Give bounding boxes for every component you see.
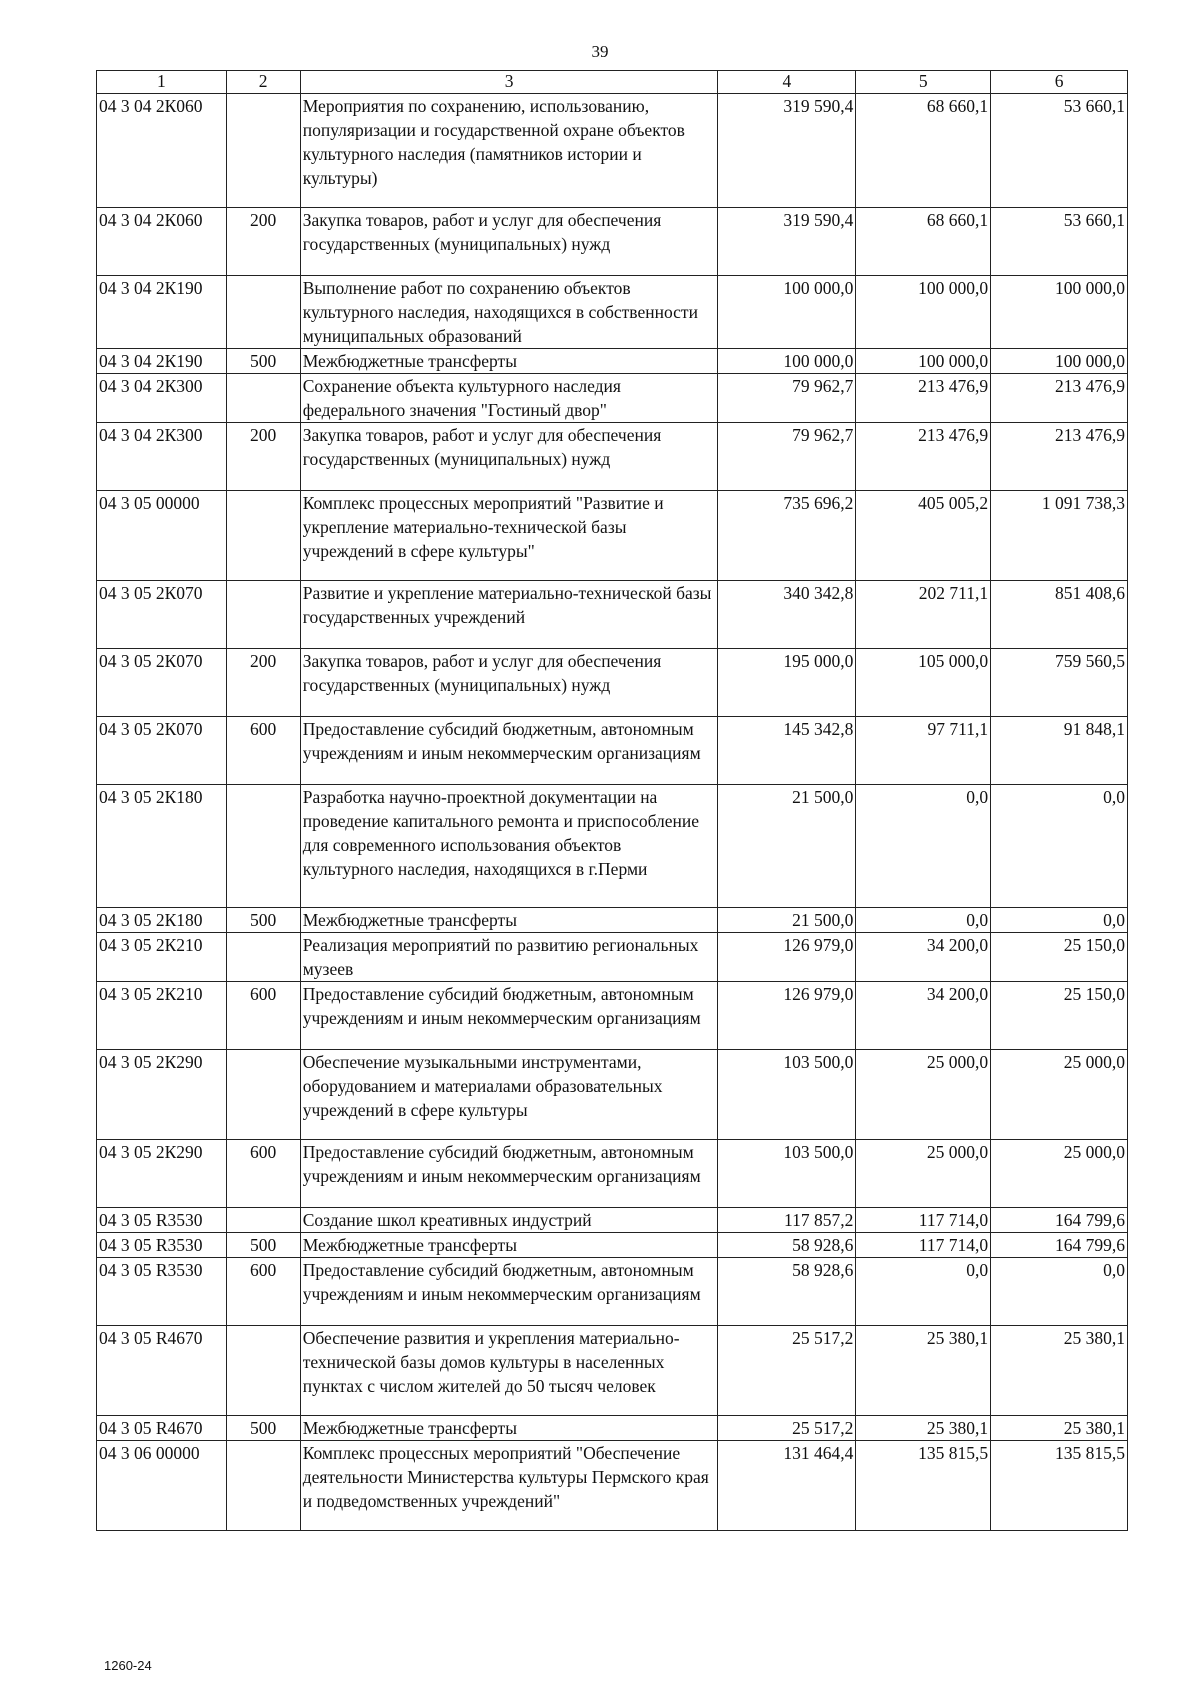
row-expense-type: 200 — [226, 208, 300, 276]
row-value-col5: 68 660,1 — [856, 208, 991, 276]
row-value-col5: 34 200,0 — [856, 982, 991, 1050]
document-code: 1260-24 — [104, 1658, 152, 1673]
table-row — [97, 1441, 1128, 1531]
row-expense-type — [226, 276, 300, 349]
row-value-col4: 195 000,0 — [718, 649, 856, 717]
row-value-col6: 25 380,1 — [991, 1416, 1128, 1441]
row-value-col6: 0,0 — [991, 785, 1128, 908]
row-code: 04 3 05 2К070 — [97, 581, 227, 649]
row-description: Разработка научно-проектной документации на проведение капитального ремонта и приспособление для современного использования объектов культурного наследия, находящихся в г.Перми — [300, 785, 718, 908]
row-value-col6: 53 660,1 — [991, 208, 1128, 276]
row-value-col6: 100 000,0 — [991, 276, 1128, 349]
table-row — [97, 581, 1128, 649]
row-value-col4: 126 979,0 — [718, 982, 856, 1050]
table-row — [97, 785, 1128, 908]
row-description: Комплекс процессных мероприятий "Развитие и укрепление материально-технической базы учреждений в сфере культуры" — [300, 491, 718, 581]
header-col-3: 3 — [300, 71, 718, 94]
row-value-col4: 21 500,0 — [718, 785, 856, 908]
table-row — [97, 982, 1128, 1050]
row-code: 04 3 04 2К190 — [97, 276, 227, 349]
row-value-col5: 117 714,0 — [856, 1233, 991, 1258]
row-code: 04 3 05 R3530 — [97, 1208, 227, 1233]
row-expense-type: 200 — [226, 649, 300, 717]
row-value-col6: 851 408,6 — [991, 581, 1128, 649]
table-row — [97, 1258, 1128, 1326]
row-code: 04 3 05 2К290 — [97, 1050, 227, 1140]
row-value-col5: 68 660,1 — [856, 94, 991, 208]
row-expense-type — [226, 1441, 300, 1531]
row-expense-type — [226, 1208, 300, 1233]
row-description: Межбюджетные трансферты — [300, 1233, 718, 1258]
row-value-col5: 202 711,1 — [856, 581, 991, 649]
row-description: Мероприятия по сохранению, использованию, популяризации и государственной охране объектов культурного наследия (памятников истории и культуры) — [300, 94, 718, 208]
row-value-col4: 79 962,7 — [718, 423, 856, 491]
row-expense-type: 500 — [226, 1233, 300, 1258]
table-row — [97, 491, 1128, 581]
row-description: Закупка товаров, работ и услуг для обеспечения государственных (муниципальных) нужд — [300, 423, 718, 491]
row-code: 04 3 05 2К070 — [97, 717, 227, 785]
row-expense-type: 600 — [226, 717, 300, 785]
row-expense-type — [226, 933, 300, 982]
row-value-col5: 0,0 — [856, 785, 991, 908]
row-expense-type: 600 — [226, 1140, 300, 1208]
table-row — [97, 717, 1128, 785]
row-code: 04 3 05 2К180 — [97, 785, 227, 908]
row-value-col5: 213 476,9 — [856, 423, 991, 491]
row-value-col4: 340 342,8 — [718, 581, 856, 649]
header-col-6: 6 — [991, 71, 1128, 94]
row-expense-type — [226, 1050, 300, 1140]
row-value-col4: 117 857,2 — [718, 1208, 856, 1233]
row-expense-type — [226, 374, 300, 423]
row-value-col4: 126 979,0 — [718, 933, 856, 982]
row-description: Межбюджетные трансферты — [300, 908, 718, 933]
row-value-col6: 25 150,0 — [991, 933, 1128, 982]
row-value-col6: 25 000,0 — [991, 1140, 1128, 1208]
table-row — [97, 1208, 1128, 1233]
row-value-col4: 131 464,4 — [718, 1441, 856, 1531]
row-value-col4: 58 928,6 — [718, 1233, 856, 1258]
row-description: Сохранение объекта культурного наследия федерального значения "Гостиный двор" — [300, 374, 718, 423]
row-value-col5: 34 200,0 — [856, 933, 991, 982]
row-value-col6: 91 848,1 — [991, 717, 1128, 785]
row-value-col6: 25 000,0 — [991, 1050, 1128, 1140]
row-value-col5: 117 714,0 — [856, 1208, 991, 1233]
table-row — [97, 908, 1128, 933]
row-value-col6: 100 000,0 — [991, 349, 1128, 374]
row-description: Предоставление субсидий бюджетным, автономным учреждениям и иным некоммерческим организациям — [300, 717, 718, 785]
row-value-col5: 105 000,0 — [856, 649, 991, 717]
row-value-col5: 0,0 — [856, 1258, 991, 1326]
row-value-col4: 103 500,0 — [718, 1050, 856, 1140]
table-row — [97, 1416, 1128, 1441]
table-row — [97, 94, 1128, 208]
row-value-col5: 97 711,1 — [856, 717, 991, 785]
row-value-col6: 164 799,6 — [991, 1208, 1128, 1233]
row-code: 04 3 05 2К210 — [97, 982, 227, 1050]
table-row — [97, 423, 1128, 491]
table-row — [97, 349, 1128, 374]
row-code: 04 3 05 R4670 — [97, 1326, 227, 1416]
row-value-col4: 58 928,6 — [718, 1258, 856, 1326]
row-code: 04 3 05 2К180 — [97, 908, 227, 933]
row-value-col6: 0,0 — [991, 908, 1128, 933]
page-number: 39 — [591, 42, 609, 61]
row-code: 04 3 05 2К210 — [97, 933, 227, 982]
table-row — [97, 1050, 1128, 1140]
table-row — [97, 208, 1128, 276]
row-description: Обеспечение музыкальными инструментами, оборудованием и материалами образовательных учреждений в сфере культуры — [300, 1050, 718, 1140]
row-value-col6: 1 091 738,3 — [991, 491, 1128, 581]
row-value-col4: 25 517,2 — [718, 1416, 856, 1441]
table-row — [97, 933, 1128, 982]
row-value-col4: 100 000,0 — [718, 276, 856, 349]
table-row — [97, 276, 1128, 349]
row-value-col4: 319 590,4 — [718, 208, 856, 276]
row-code: 04 3 04 2К300 — [97, 423, 227, 491]
row-code: 04 3 05 00000 — [97, 491, 227, 581]
row-value-col4: 21 500,0 — [718, 908, 856, 933]
row-description: Выполнение работ по сохранению объектов культурного наследия, находящихся в собственности муниципальных образований — [300, 276, 718, 349]
row-code: 04 3 04 2К300 — [97, 374, 227, 423]
row-expense-type — [226, 581, 300, 649]
row-description: Предоставление субсидий бюджетным, автономным учреждениям и иным некоммерческим организациям — [300, 1258, 718, 1326]
header-col-1: 1 — [97, 71, 227, 94]
header-col-4: 4 — [718, 71, 856, 94]
row-value-col5: 405 005,2 — [856, 491, 991, 581]
row-value-col6: 25 380,1 — [991, 1326, 1128, 1416]
row-expense-type: 500 — [226, 349, 300, 374]
row-code: 04 3 06 00000 — [97, 1441, 227, 1531]
row-description: Межбюджетные трансферты — [300, 1416, 718, 1441]
row-code: 04 3 05 R3530 — [97, 1258, 227, 1326]
row-expense-type: 500 — [226, 1416, 300, 1441]
row-expense-type: 600 — [226, 982, 300, 1050]
row-value-col4: 79 962,7 — [718, 374, 856, 423]
row-description: Предоставление субсидий бюджетным, автономным учреждениям и иным некоммерческим организациям — [300, 1140, 718, 1208]
table-row — [97, 649, 1128, 717]
table-body — [97, 94, 1128, 1531]
row-expense-type — [226, 785, 300, 908]
row-description: Обеспечение развития и укрепления материально-технической базы домов культуры в населенных пунктах с числом жителей до 50 тысяч человек — [300, 1326, 718, 1416]
row-expense-type: 200 — [226, 423, 300, 491]
row-value-col5: 0,0 — [856, 908, 991, 933]
row-expense-type — [226, 1326, 300, 1416]
budget-table — [96, 70, 1128, 1531]
row-value-col6: 213 476,9 — [991, 374, 1128, 423]
row-value-col6: 213 476,9 — [991, 423, 1128, 491]
row-description: Комплекс процессных мероприятий "Обеспечение деятельности Министерства культуры Пермского края и подведомственных учреждений" — [300, 1441, 718, 1531]
table-row — [97, 1140, 1128, 1208]
row-value-col4: 25 517,2 — [718, 1326, 856, 1416]
header-row — [97, 71, 1128, 94]
row-description: Межбюджетные трансферты — [300, 349, 718, 374]
row-description: Развитие и укрепление материально-технической базы государственных учреждений — [300, 581, 718, 649]
row-description: Закупка товаров, работ и услуг для обеспечения государственных (муниципальных) нужд — [300, 208, 718, 276]
row-code: 04 3 04 2К060 — [97, 94, 227, 208]
row-value-col6: 25 150,0 — [991, 982, 1128, 1050]
row-code: 04 3 05 2К290 — [97, 1140, 227, 1208]
row-code: 04 3 05 R4670 — [97, 1416, 227, 1441]
table-header — [97, 71, 1128, 94]
table-row — [97, 374, 1128, 423]
row-value-col6: 0,0 — [991, 1258, 1128, 1326]
table-row — [97, 1233, 1128, 1258]
row-value-col5: 25 380,1 — [856, 1416, 991, 1441]
row-value-col5: 25 380,1 — [856, 1326, 991, 1416]
row-value-col5: 100 000,0 — [856, 349, 991, 374]
row-code: 04 3 04 2К190 — [97, 349, 227, 374]
row-expense-type — [226, 491, 300, 581]
row-description: Закупка товаров, работ и услуг для обеспечения государственных (муниципальных) нужд — [300, 649, 718, 717]
row-description: Создание школ креативных индустрий — [300, 1208, 718, 1233]
row-value-col6: 135 815,5 — [991, 1441, 1128, 1531]
row-value-col5: 25 000,0 — [856, 1140, 991, 1208]
row-expense-type — [226, 94, 300, 208]
row-value-col6: 759 560,5 — [991, 649, 1128, 717]
row-value-col5: 213 476,9 — [856, 374, 991, 423]
row-value-col5: 100 000,0 — [856, 276, 991, 349]
row-value-col4: 145 342,8 — [718, 717, 856, 785]
row-value-col4: 100 000,0 — [718, 349, 856, 374]
row-value-col6: 164 799,6 — [991, 1233, 1128, 1258]
row-value-col4: 735 696,2 — [718, 491, 856, 581]
row-code: 04 3 05 R3530 — [97, 1233, 227, 1258]
header-col-2: 2 — [226, 71, 300, 94]
row-value-col5: 135 815,5 — [856, 1441, 991, 1531]
row-value-col6: 53 660,1 — [991, 94, 1128, 208]
row-value-col4: 103 500,0 — [718, 1140, 856, 1208]
row-code: 04 3 05 2К070 — [97, 649, 227, 717]
row-expense-type: 500 — [226, 908, 300, 933]
header-col-5: 5 — [856, 71, 991, 94]
row-value-col4: 319 590,4 — [718, 94, 856, 208]
row-description: Реализация мероприятий по развитию региональных музеев — [300, 933, 718, 982]
row-value-col5: 25 000,0 — [856, 1050, 991, 1140]
row-expense-type: 600 — [226, 1258, 300, 1326]
row-code: 04 3 04 2К060 — [97, 208, 227, 276]
table-row — [97, 1326, 1128, 1416]
row-description: Предоставление субсидий бюджетным, автономным учреждениям и иным некоммерческим организациям — [300, 982, 718, 1050]
